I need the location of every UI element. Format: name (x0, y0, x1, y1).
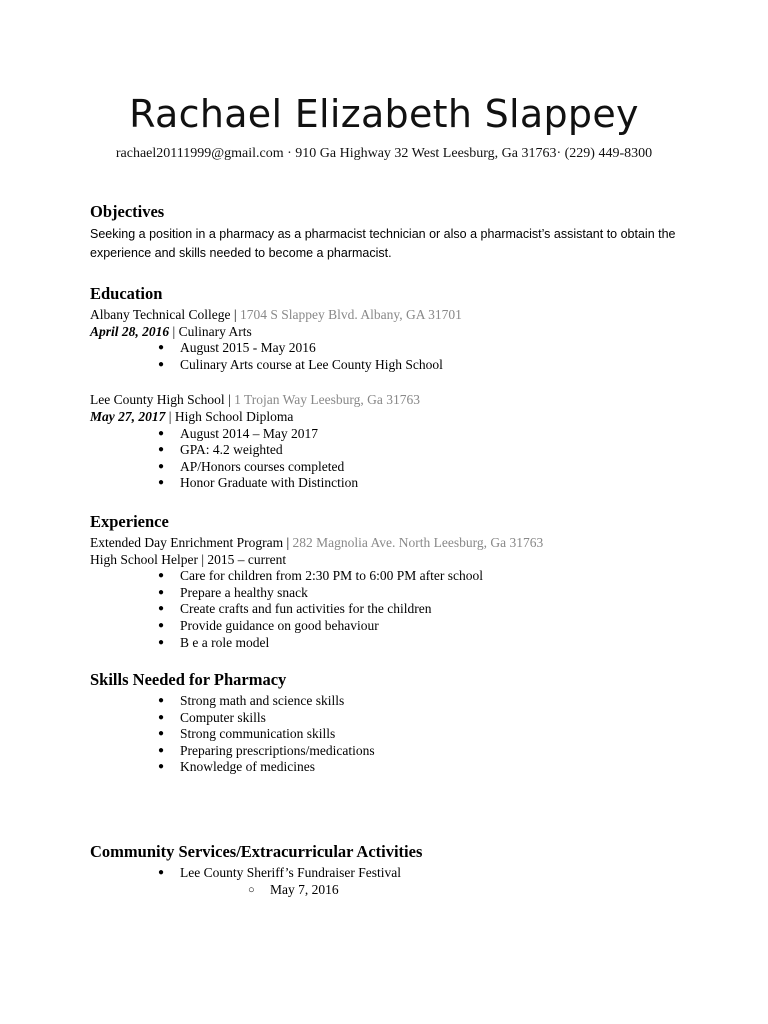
school-entry (90, 307, 690, 373)
experience-heading: Experience (90, 511, 169, 531)
applicant-name: Rachael Elizabeth Slappey (129, 92, 639, 136)
list-item: ● Prepare a healthy snack (154, 585, 690, 602)
school-name: Albany Technical College | (90, 307, 240, 322)
skills-list (90, 693, 690, 776)
objectives-text (90, 225, 690, 262)
list-item: ● Computer skills (154, 710, 690, 727)
objectives-line: Seeking a position in a pharmacy as a pharmacist technician or also a pharmacist’s assistant to obtain the (90, 227, 676, 241)
list-item: ● Strong math and science skills (154, 693, 690, 710)
list-item: ● Preparing prescriptions/medications (154, 743, 690, 760)
community-list (90, 865, 690, 882)
school-entry (90, 392, 690, 492)
education-section (90, 284, 690, 492)
list-item: ● Knowledge of medicines (154, 759, 690, 776)
list-item: ○ May 7, 2016 (244, 882, 690, 899)
list-item: ● Care for children from 2:30 PM to 6:00 PM after school (154, 568, 690, 585)
community-section (90, 842, 690, 898)
experience-duties-list (90, 568, 690, 651)
list-item: ● GPA: 4.2 weighted (154, 442, 690, 459)
resume-body (90, 202, 690, 898)
contact-info: rachael20111999@gmail.com · 910 Ga Highway 32 West Leesburg, Ga 31763· (229) 449-8300 (115, 146, 653, 161)
school-date-line (90, 409, 690, 426)
school-line (90, 392, 690, 409)
skills-heading: Skills Needed for Pharmacy (90, 670, 287, 690)
list-item: ● August 2014 – May 2017 (154, 426, 690, 443)
objectives-section (90, 202, 690, 262)
employer-address: 282 Magnolia Ave. North Leesburg, Ga 31763 (292, 534, 544, 550)
list-item: ● AP/Honors courses completed (154, 459, 690, 476)
list-item: ● Strong communication skills (154, 726, 690, 743)
list-item: ● B e a role model (154, 635, 690, 652)
job-role: High School Helper | 2015 – current (90, 551, 287, 567)
community-heading: Community Services/Extracurricular Activities (90, 842, 423, 862)
education-heading: Education (90, 284, 163, 303)
graduation-date: April 28, 2016 (90, 323, 170, 339)
community-sub-list (90, 882, 690, 899)
program-name: | Culinary Arts (169, 323, 252, 339)
school-details-list (90, 426, 690, 492)
list-item: ● Honor Graduate with Distinction (154, 475, 690, 492)
list-item: ● August 2015 - May 2016 (154, 340, 690, 357)
employer-line (90, 535, 690, 552)
experience-section (90, 512, 690, 651)
school-address: 1704 S Slappey Blvd. Albany, GA 31701 (239, 307, 462, 322)
list-item: ● Culinary Arts course at Lee County High School (154, 357, 690, 374)
list-item: ● Create crafts and fun activities for the children (154, 601, 690, 618)
school-address: 1 Trojan Way Leesburg, Ga 31763 (234, 392, 420, 408)
objectives-line: experience and skills needed to become a pharmacist. (90, 245, 392, 260)
list-item: ● Lee County Sheriff’s Fundraiser Festival (154, 865, 690, 882)
school-date-line (90, 324, 690, 341)
employer-name: Extended Day Enrichment Program | (90, 534, 293, 550)
graduation-date: May 27, 2017 (90, 408, 166, 424)
program-name: | High School Diploma (165, 408, 294, 424)
school-line (90, 307, 690, 324)
school-name: Lee County High School | (90, 392, 235, 408)
skills-section (90, 670, 690, 776)
objectives-heading: Objectives (90, 202, 165, 221)
list-item: ● Provide guidance on good behaviour (154, 618, 690, 635)
school-details-list (90, 340, 690, 373)
